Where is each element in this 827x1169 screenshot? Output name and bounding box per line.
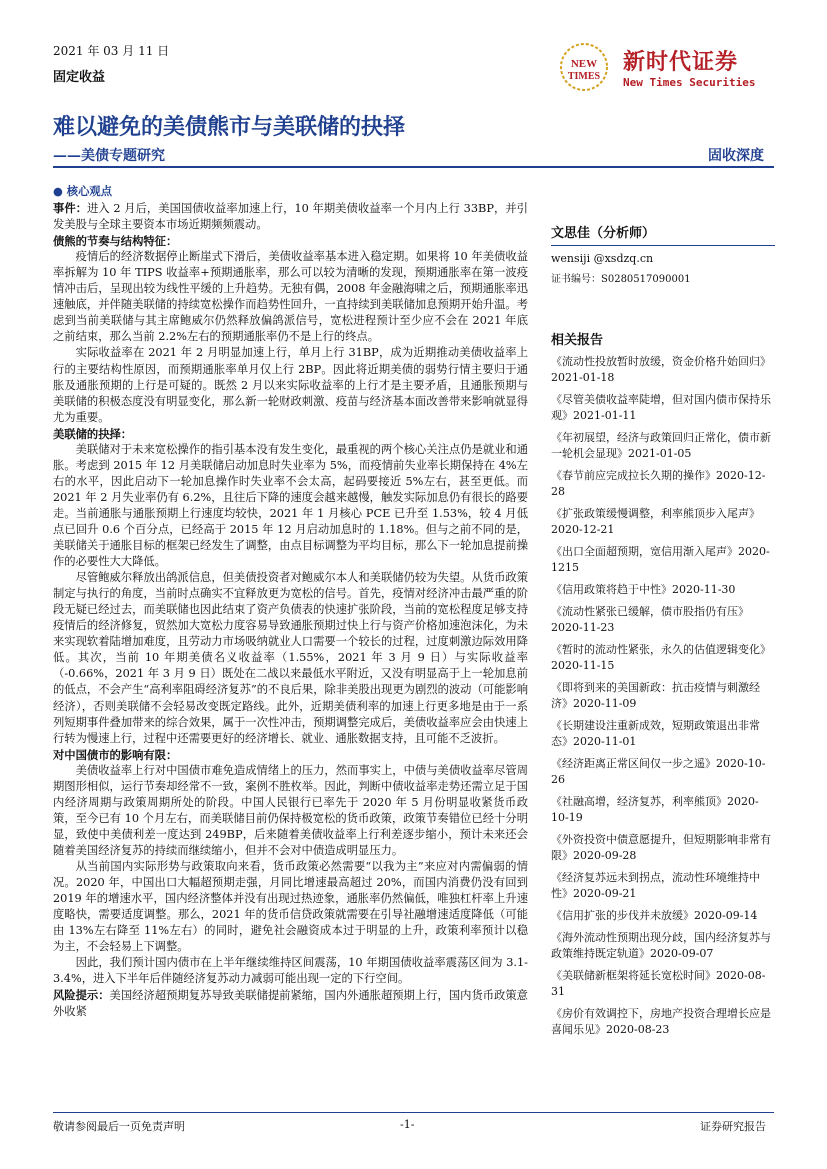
related-report-item[interactable]: 《长期建设注重新成效，短期政策退出非常态》2020-11-01 xyxy=(551,719,760,748)
logo-mark-top: NEW xyxy=(570,58,598,70)
paragraph-4: 尽管鲍威尔释放出鸽派信息，但美债投资者对鲍威尔本人和美联储仍较为失望。从货币政策制定与执行的角度，当前时点确实不宜释放更为宽松的信号。首先，疫情对经济冲击最严重的阶段无疑已经过去，而美联储也因此结束了资产负债表的快速扩张阶段，当前的宽松程度足够支持疫情后的经济修复，贸然加大宽松力度容易导致通胀预期过快上行与资产价格加速泡沫化，为未来实现软着陆增加难度，且劳动力市场吸纳就业人口需要一个较长的过程，过度刺激边际效用降低。其次，当前 10 年期美债名义收益率（1.55%，2021 年 3 月 9 日）与实际收益率（-0.66%，2021 年 3 月 9 日）既处在二战以来最低水平附近，又没有明显高于上一轮加息前的低点，不会产生“高利率阻碍经济复苏”的不良后果，除非美股出现更为剧烈的波动（可能影响经济），否则美联储不会轻易改变既定路线。此外，近期美债利率的加速上行更多地是由于一系列短期事件叠加带来的综合效果，属于一次性冲击，预期调整完成后，美债收益率应会由快速上行转为慢速上行，过程中还需要更好的经济增长、就业、通胀数据支持，且可能不乏波折。 xyxy=(53,571,528,745)
paragraph-2: 实际收益率在 2021 年 2 月明显加速上行，单月上行 31BP，成为近期推动美债收益率上行的主要结构性原因，而预期通胀率单月仅上行 2BP。因此将近期美债的弱势行情主要归于通胀及通胀预期的上行是可疑的。既然 2 月以来实际收益率的上行才是主要矛盾，且通胀预期与美联储的积极态度没有明显变化，那么新一轮财政刺激、疫苗与经济基本面改善带来影响就显得尤为重要。 xyxy=(53,346,528,424)
paragraph-1: 疫情后的经济数据停止断崖式下滑后，美债收益率基本进入稳定期。如果将 10 年美债收益率拆解为 10 年 TIPS 收益率+预期通胀率，那么可以较为清晰的发现，预期通胀率在第一波疫情冲击后，呈现出较为线性平缓的上升趋势。无独有偶，2008 年金融海啸之后，预期通胀率迅速触底，并伴随美联储的持续宽松操作而趋势性回升，一直持续到美联储加息预期开始升温。考虑到当前美联储与其主席鲍威尔仍然释放偏鸽派信号，宽松进程预计至少应不会在 2021 年底之前结束，那么当前 2.2%左右的预期通胀率仍不是上行的终点。 xyxy=(53,250,528,344)
analyst-email[interactable]: wensiji @xsdzq.cn xyxy=(551,252,654,265)
risk-paragraph xyxy=(53,987,528,1020)
related-report-item[interactable]: 《出口全面超预期，宽信用渐入尾声》2020-1215 xyxy=(551,545,770,574)
analyst-cert: 证书编号：S0280517090001 xyxy=(551,274,691,285)
analyst-divider xyxy=(551,245,775,246)
related-report-item[interactable]: 《扩张政策缓慢调整，利率熊顶步入尾声》2020-12-21 xyxy=(551,507,760,536)
related-report-item[interactable]: 《经济距离正常区间仅一步之遥》2020-10-26 xyxy=(551,757,766,786)
related-report-item[interactable]: 《流动性紧张已缓解，债市股指仍有压》2020-11-23 xyxy=(551,605,749,634)
title-divider xyxy=(53,166,774,168)
report-title: 难以避免的美债熊市与美联储的抉择 xyxy=(53,114,406,140)
risk-label: 风险提示： xyxy=(53,988,110,1003)
analyst-name: 文思佳（分析师） xyxy=(551,226,656,241)
risk-text: 美国经济超预期复苏导致美联储提前紧缩，国内外通胀超预期上行，国内货币政策意外收紧 xyxy=(53,989,528,1019)
section-heading-fed: 美联储的抉择： xyxy=(53,426,133,441)
paragraph-5: 美债收益率上行对中国债市难免造成情绪上的压力，然而事实上，中债与美债收益率尽管周期图形相似，运行节奏却经常不一致，案例不胜枚举。因此，判断中债收益率走势还需立足于国内经济周期与政策周期所处的阶段。中国人民银行已率先于 2020 年 5 月份明显收紧货币政策，至今已有 10 个月左右，而美联储目前仍保持极宽松的货币政策，政策节奏错位已经十分明显，致使中美债利差一度达到 249BP，后来随着美债收益率上行利差逐步缩小，预计未来还会随着美国经济复苏的持续而继续缩小，但并不会对中债造成明显压力。 xyxy=(53,763,528,857)
related-report-item[interactable]: 《社融高增，经济复苏，利率熊顶》2020-10-19 xyxy=(551,795,759,824)
footer-report-type: 证券研究报告 xyxy=(700,1120,766,1133)
related-report-item[interactable]: 《尽管美债收益率陡增，但对国内债市保持乐观》2021-01-11 xyxy=(551,393,771,422)
company-name-cn: 新时代证券 xyxy=(623,49,739,75)
report-tag: 固收深度 xyxy=(708,148,764,164)
footer-divider xyxy=(53,1112,774,1113)
related-report-item[interactable]: 《外资投资中债意愿提升，但短期影响非常有限》2020-09-28 xyxy=(551,833,771,862)
paragraph-7: 因此，我们预计国内债市在上半年继续维持区间震荡，10 年期国债收益率震荡区间为 3.1-3.4%，进入下半年后伴随经济复苏动力减弱可能出现一定的下行空间。 xyxy=(53,956,528,986)
related-report-item[interactable]: 《年初展望，经济与政策回归正常化，债市新一轮机会显现》2021-01-05 xyxy=(551,431,771,460)
related-report-item[interactable]: 《流动性投放暂时放缓，资金价格升始回归》2021-01-18 xyxy=(551,355,771,384)
related-report-item[interactable]: 《房价有效调控下，房地产投资合理增长应是喜闻乐见》2020-08-23 xyxy=(551,1007,771,1036)
company-logo-mark xyxy=(553,40,615,94)
event-text: 进入 2 月后，美国国债收益率加速上行，10 年期美债收益率一个月内上行 33BP，并引发美股与全球主要资本市场近期频频震动。 xyxy=(53,202,528,232)
main-body xyxy=(53,183,528,1020)
related-reports-heading: 相关报告 xyxy=(551,333,604,348)
related-report-item[interactable]: 《春节前应完成拉长久期的操作》2020-12-28 xyxy=(551,469,766,498)
core-views-heading xyxy=(53,183,528,200)
paragraph-3: 美联储对于未来宽松操作的指引基本没有发生变化，最重视的两个核心关注点仍是就业和通胀。考虑到 2015 年 12 月美联储启动加息时失业率为 5%，而疫情前失业率长期保持在 4%左右的水平，因此启动下一轮加息操作时失业率不会太高，起码要接近 5%左右，甚至更低。而 2021 年 2 月失业率仍有 6.2%，且往后下降的速度会越来越慢，触发实际加息仍有很长的路要走。当前通胀与通胀预期上行速度均较快，2021 年 1 月核心 PCE 已升至 1.53%，较 4 月低点已回升 0.6 个百分点，已经高于 2015 年 12 月启动加息时的 1.18%。但与之前不同的是，美联储关于通胀目标的框架已经发生了调整，由点目标调整为平均目标，那么下一轮加息提前操作的必要性大大降低。 xyxy=(53,442,528,569)
footer-disclaimer: 敬请参阅最后一页免责声明 xyxy=(53,1120,185,1133)
event-paragraph xyxy=(53,200,528,233)
core-views-label: 核心观点 xyxy=(66,184,112,198)
report-subtitle: ——美债专题研究 xyxy=(53,148,165,164)
logo-mark-bottom: TIMES xyxy=(567,71,601,82)
related-report-item[interactable]: 《即将到来的美国新政：抗击疫情与刺激经济》2020-11-09 xyxy=(551,681,760,710)
related-report-item[interactable]: 《信用扩张的步伐并未放缓》2020-09-14 xyxy=(551,909,758,922)
event-label: 事件： xyxy=(53,201,88,216)
report-category: 固定收益 xyxy=(53,70,106,85)
company-name-en: New Times Securities xyxy=(623,76,756,89)
related-report-item[interactable]: 《暂时的流动性紧张，永久的估值逻辑变化》2020-11-15 xyxy=(551,643,771,672)
section-heading-china: 对中国债市的影响有限： xyxy=(53,747,178,762)
related-report-item[interactable]: 《信用政策将趋于中性》2020-11-30 xyxy=(551,583,736,596)
section-heading-rhythm: 债熊的节奏与结构特征： xyxy=(53,234,178,249)
related-report-item[interactable]: 《经济复苏远未到拐点，流动性环境维持中性》2020-09-21 xyxy=(551,871,760,900)
sidebar xyxy=(551,222,775,1038)
related-report-item[interactable]: 《美联储新框架将延长宽松时间》2020-08-31 xyxy=(551,969,766,998)
paragraph-6: 从当前国内实际形势与政策取向来看，货币政策必然需要“以我为主”来应对内需偏弱的情况。2020 年，中国出口大幅超预期走强，月同比增速最高超过 20%，而国内消费仍没有回到 2019 年的增速水平，国内经济整体并没有出现过热迹象，通胀率仍然偏低，唯独杠杆率上升速度略快，需要适度调整。那么，2021 年的货币信贷政策就需要在引导社融增速适度降低（可能由 13%左右降至 11%左右）的同时，避免社会融资成本过于明显的上升，政策利率预计以稳为主，不会轻易上下调整。 xyxy=(53,859,528,954)
bullet-icon: ● xyxy=(53,184,67,198)
footer-page-number: -1- xyxy=(400,1118,415,1131)
related-reports-list xyxy=(551,354,775,1038)
report-date: 2021 年 03 月 11 日 xyxy=(53,44,170,58)
related-report-item[interactable]: 《海外流动性预期出现分歧，国内经济复苏与政策维持既定轨道》2020-09-07 xyxy=(551,931,771,960)
